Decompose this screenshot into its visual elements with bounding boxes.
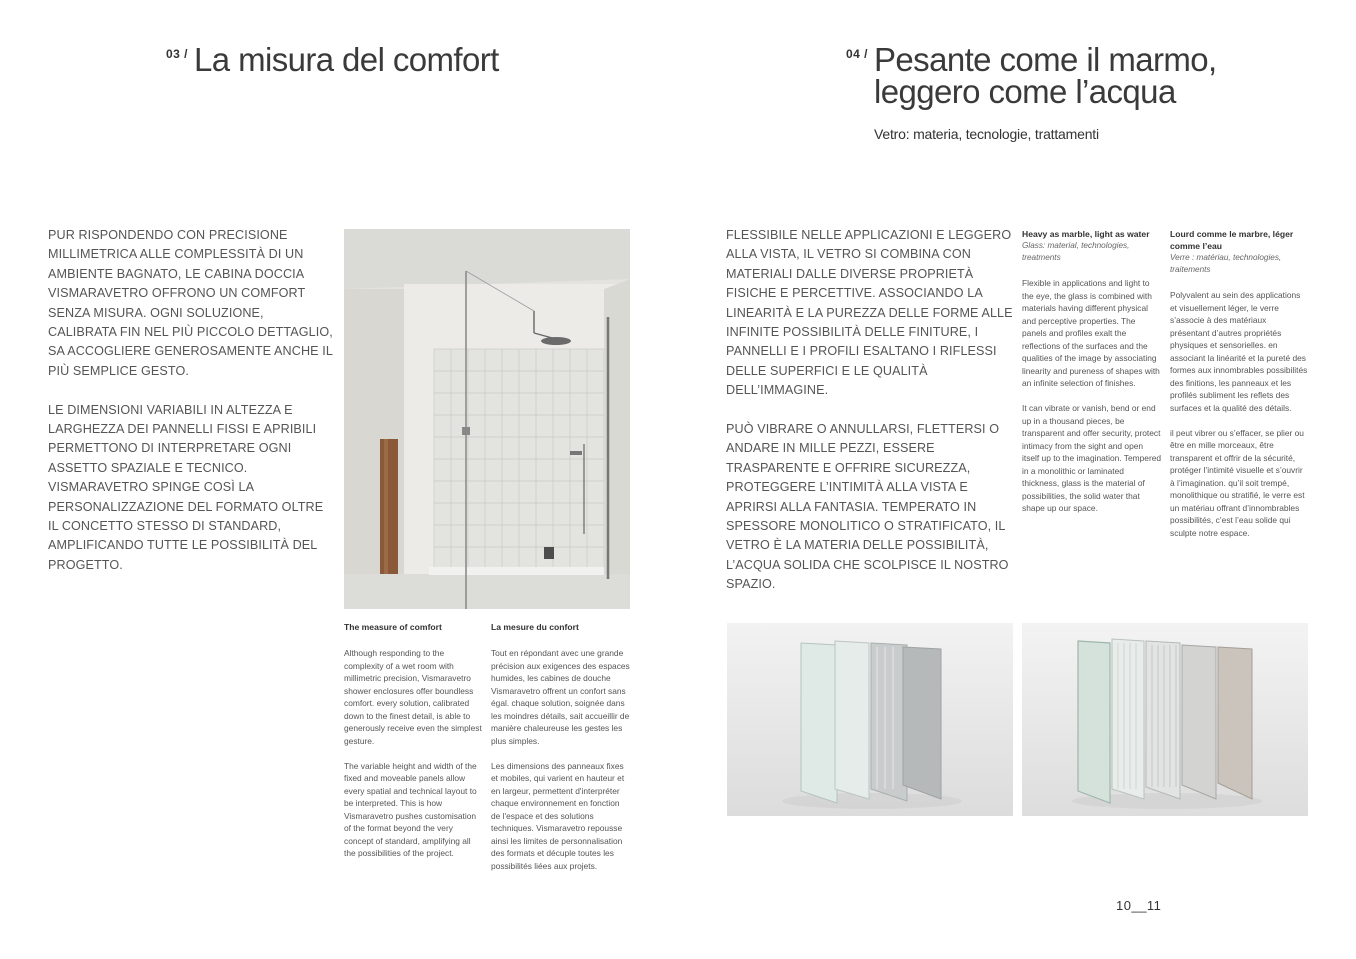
english-paragraph: It can vibrate or vanish, bend or end up in a thousand pieces, be transparent and offer security, protect intimacy from the sight and open itself up to the imagination. Tempered in a monolithic or laminated thickness, glass is the material of possibilities, the solid water that shape up our space. (1022, 403, 1162, 513)
left-body-paragraph: LE DIMENSIONI VARIABILI IN ALTEZZA E LARGHEZZA DEI PANNELLI FISSI E APRIBILI PERMETTONO DI INTERPRETARE OGNI ASSETTO SPAZIALE E TECNICO. VISMARAVETRO SPINGE COSÌ LA PERSONALIZZAZIONE DEL FORMATO OLTRE IL CONCETTO STESSO DI STANDARD, AMPLIFICANDO TUTTE LE POSSIBILITÀ DEL PROGETTO. (48, 402, 324, 572)
english-paragraph: Flexible in applications and light to the eye, the glass is combined with materials having different physical and perceptive properties. The panels and profiles exalt the reflections of the surfaces and the qualities of the image by associating linearity and pureness of shapes with an infinite selection of finishes. (1022, 278, 1160, 388)
title-line-1: Pesante come il marmo, (874, 41, 1217, 78)
left-english-column (344, 621, 484, 860)
right-french-column (1170, 228, 1308, 539)
title-line-2: leggero come l’acqua (874, 73, 1176, 110)
page-numbers: 10__11 (1116, 898, 1162, 913)
french-paragraph: Tout en répondant avec une grande précision aux exigences des espaces humides, les cabines de douche Vismaravetro offrent un confort sans égal. chaque solution, soignée dans les moindres détails, sait accueillir de manière chaleureuse les gestes les plus simples. (491, 648, 630, 746)
shower-enclosure-photo (344, 229, 630, 609)
french-paragraph: il peut vibrer ou s’effacer, se plier ou être en mille morceaux, être transparent et offrir de la sécurité, protéger l’intimité visuelle et s’ouvrir à l’imagination. qu’il soit trempé, monolithique ou stratifié, le verre est un matériau offrant d’innombrables possibilités, c’est l’eau solide qui sculpte notre espace. (1170, 427, 1305, 538)
french-heading: La mesure du confort (491, 622, 579, 632)
english-subheading: Glass: material, technologies, treatments (1022, 241, 1130, 262)
french-paragraph: Les dimensions des panneaux fixes et mobiles, qui varient en hauteur et en largeur, permettent d'interpréter chaque environnement en fonction de l'espace et des solutions techniques. Vismaravetro repousse ainsi les limites de personnalisation des formats et décuple toutes les possibilités liées aux projets. (491, 760, 625, 871)
right-english-column (1022, 228, 1162, 515)
right-body-text (726, 226, 1014, 595)
english-heading: Heavy as marble, light as water (1022, 229, 1150, 239)
glass-panels-textured-illustration (1022, 623, 1308, 816)
section-title-left: La misura del comfort (194, 41, 499, 78)
section-number-03: 03 / (166, 47, 189, 61)
left-french-column (491, 621, 631, 872)
english-heading: The measure of comfort (344, 622, 442, 632)
english-paragraph: Although responding to the complexity of a wet room with millimetric precision, Vismaravetro shower enclosures offer boundless comfort. every solution, calibrated down to the finest detail, is able to generously receive even the simplest gesture. (344, 648, 482, 746)
glass-panels-illustration (727, 623, 1013, 816)
glass-samples-photo-1 (727, 623, 1013, 816)
right-body-paragraph: PUÒ VIBRARE O ANNULLARSI, FLETTERSI O ANDARE IN MILLE PEZZI, ESSERE TRASPARENTE E OFFRIRE SICUREZZA, PROTEGGERE L’INTIMITÀ ALLA VISTA E APRIRSI ALLA FANTASIA. TEMPERATO IN SPESSORE MONOLITICO O STRATIFICATO, IL VETRO È LA MATERIA DELLE POSSIBILITÀ, L’ACQUA SOLIDA CHE SCOLPISCE IL NOSTRO SPAZIO. (726, 422, 1009, 592)
section-number-04: 04 / (846, 47, 869, 61)
english-paragraph: The variable height and width of the fixed and moveable panels allow every spatial and technical layout to be interpreted. This is how Vismaravetro pushes customisation of the format beyond the very concept of standard, amplifying all the possibilities of the project. (344, 760, 477, 858)
shower-illustration (344, 229, 630, 609)
glass-samples-photo-2 (1022, 623, 1308, 816)
section-title-right (874, 41, 1217, 110)
french-paragraph: Polyvalent au sein des applications et visuellement léger, le verre s’associe à des matériaux présentant d’autres propriétés physiques et sensorielles. en associant la linéarité et la pureté des formes aux innombrables possibilités des finitions, les panneaux et les profilés subliment les reflets des surfaces et la qualité des détails. (1170, 290, 1308, 413)
french-heading: Lourd comme le marbre, léger comme l’eau (1170, 229, 1294, 251)
left-body-text (48, 226, 333, 575)
section-subtitle: Vetro: materia, tecnologie, trattamenti (874, 126, 1099, 142)
french-subheading: Verre : matériau, technologies, traitements (1170, 253, 1282, 274)
right-body-paragraph: FLESSIBILE NELLE APPLICAZIONI E LEGGERO ALLA VISTA, IL VETRO SI COMBINA CON MATERIALI DALLE DIVERSE PROPRIETÀ FISICHE E PERCETTIVE. ASSOCIANDO LA LINEARITÀ E LA PUREZZA DELLE FORME ALLE INFINITE POSSIBILITÀ DELLE FINITURE, I PANNELLI E I PROFILI ESALTANO I RIFLESSI DELLE SUPERFICI E LE QUALITÀ DELL’IMMAGINE. (726, 228, 1013, 398)
left-body-paragraph: PUR RISPONDENDO CON PRECISIONE MILLIMETRICA ALLE COMPLESSITÀ DI UN AMBIENTE BAGNATO, LE CABINA DOCCIA VISMARAVETRO OFFRONO UN COMFORT SENZA MISURA. OGNI SOLUZIONE, CALIBRATA FIN NEL PIÙ PICCOLO DETTAGLIO, SA ACCOGLIERE GENEROSAMENTE ANCHE IL PIÙ SEMPLICE GESTO. (48, 228, 333, 378)
